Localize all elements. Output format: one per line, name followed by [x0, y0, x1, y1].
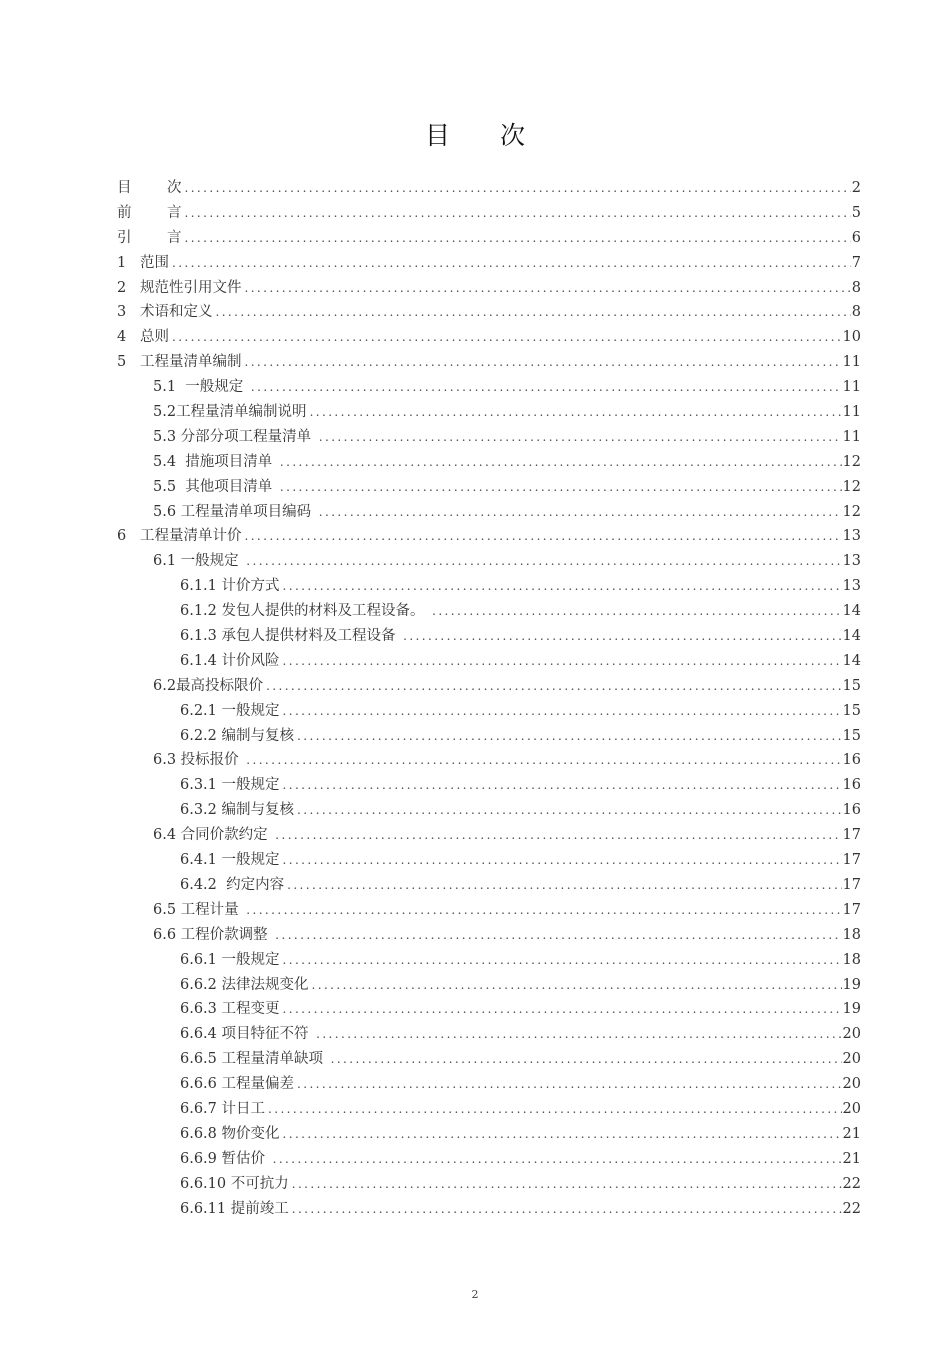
dot-leader [283, 948, 842, 973]
toc-entry-title: 规范性引用文件 [140, 279, 242, 296]
toc-entry-number: 6.1.2 [180, 603, 217, 620]
toc-entry[interactable] [117, 1172, 861, 1197]
toc-entry-title: 其他项目清单 [176, 478, 277, 495]
toc-entry-page: 13 [842, 578, 861, 595]
toc-entry-label [180, 1072, 296, 1097]
toc-entry-number: 6.1 [153, 553, 177, 570]
dot-leader [185, 176, 851, 201]
toc-entry[interactable] [117, 724, 861, 749]
toc-entry-number: 6.6.5 [180, 1051, 217, 1068]
toc-entry[interactable] [117, 251, 861, 276]
toc-entry-label [153, 748, 245, 773]
toc-entry-title: 计日工 [216, 1100, 266, 1117]
toc-entry-title: 计价风险 [216, 652, 280, 669]
toc-entry-page: 14 [842, 603, 861, 620]
toc-entry-page: 8 [851, 304, 861, 321]
toc-entry-title: 工程计量 [176, 901, 244, 918]
toc-entry-number: 6.6 [153, 926, 177, 943]
toc-entry-page: 15 [842, 677, 861, 694]
toc-entry-title: 约定内容 [216, 876, 285, 893]
toc-entry-title: 言 [167, 229, 182, 246]
dot-leader [245, 350, 842, 375]
toc-entry[interactable] [117, 524, 861, 549]
toc-entry-page: 11 [842, 428, 861, 445]
toc-entry-page: 22 [842, 1200, 861, 1217]
toc-entry-title: 编制与复核 [216, 802, 295, 819]
toc-entry-page: 13 [842, 553, 861, 570]
toc-entry-number: 6.6.8 [180, 1125, 217, 1142]
toc-entry[interactable] [117, 873, 861, 898]
toc-entry-page: 18 [842, 951, 861, 968]
toc-entry-label [180, 1197, 291, 1222]
dot-leader [172, 325, 842, 350]
dot-leader [297, 798, 842, 823]
toc-entry-label [180, 798, 296, 823]
toc-entry-number: 3 [117, 304, 127, 321]
toc-entry-title: 范围 [140, 254, 169, 271]
toc-entry-page: 18 [842, 926, 861, 943]
dot-leader [275, 923, 841, 948]
page-title [0, 116, 950, 152]
toc-entry[interactable] [117, 1022, 861, 1047]
toc-entry-page: 12 [842, 453, 861, 470]
toc-entry[interactable] [117, 823, 861, 848]
toc-entry[interactable] [117, 1197, 861, 1222]
toc-entry[interactable] [117, 948, 861, 973]
toc-entry-title: 工程变更 [216, 1001, 280, 1018]
toc-entry-number: 6.6.10 [180, 1175, 227, 1192]
dot-leader [310, 400, 842, 425]
toc-entry-title: 物价变化 [216, 1125, 280, 1142]
toc-entry-number: 6.6.6 [180, 1076, 217, 1093]
toc-entry-number: 5.5 [153, 478, 177, 495]
toc-entry-page: 15 [842, 702, 861, 719]
toc-entry-page: 7 [851, 254, 861, 271]
dot-leader [246, 549, 841, 574]
dot-leader [246, 898, 841, 923]
toc-entry-title: 一般规定 [216, 702, 280, 719]
toc-entry[interactable] [117, 400, 861, 425]
dot-leader [172, 251, 851, 276]
dot-leader [266, 674, 841, 699]
toc-entry-title: 工程价款调整 [176, 926, 273, 943]
toc-entry-label [180, 1047, 330, 1072]
toc-entry-title: 工程量偏差 [216, 1076, 295, 1093]
dot-leader [246, 748, 841, 773]
toc-entry-page: 10 [842, 329, 861, 346]
toc-entry-label [153, 898, 245, 923]
toc-entry[interactable] [117, 500, 861, 525]
toc-entry-label [180, 1097, 267, 1122]
toc-entry-label [117, 176, 184, 201]
toc-entry-number: 目 [117, 180, 132, 196]
toc-entry-label [117, 251, 171, 276]
toc-entry-label [153, 500, 318, 525]
toc-entry-page: 17 [842, 901, 861, 918]
dot-leader [245, 276, 851, 301]
toc-entry-number: 引 [117, 229, 132, 246]
toc-entry-page: 16 [842, 752, 861, 769]
toc-entry[interactable] [117, 176, 861, 201]
dot-leader [216, 300, 851, 325]
toc-entry-page: 19 [842, 1001, 861, 1018]
toc-entry-number: 5 [117, 354, 127, 371]
dot-leader [280, 475, 842, 500]
toc-entry-title: 承包人提供材料及工程设备 [216, 628, 401, 645]
toc-entry-page: 21 [842, 1125, 861, 1142]
dot-leader [275, 823, 841, 848]
toc-entry-number: 6.4.1 [180, 852, 217, 869]
toc-entry-number: 6.2 [153, 677, 177, 694]
toc-entry-title: 提前竣工 [226, 1200, 289, 1217]
toc-entry-label [180, 848, 282, 873]
toc-entry-title: 法律法规变化 [216, 976, 309, 993]
dot-leader [273, 1147, 842, 1172]
toc-entry-title: 工程量清单编制 [140, 354, 242, 371]
dot-leader [185, 201, 851, 226]
toc-entry-label [180, 649, 282, 674]
toc-entry[interactable] [117, 450, 861, 475]
toc-entry-page: 19 [842, 976, 861, 993]
toc-entry-number: 6.6.11 [180, 1200, 227, 1217]
toc-entry-title: 最高投标限价 [176, 677, 264, 694]
dot-leader [287, 873, 841, 898]
toc-entry-number: 6.6.9 [180, 1150, 217, 1167]
page-title-char-1: 目 [424, 121, 450, 150]
toc-entry-title: 措施项目清单 [176, 453, 277, 470]
dot-leader [283, 1122, 842, 1147]
toc-entry-page: 6 [851, 229, 861, 246]
toc-entry-number: 5.6 [153, 503, 177, 520]
dot-leader [283, 649, 842, 674]
toc-entry-page: 22 [842, 1175, 861, 1192]
toc-entry-page: 2 [851, 180, 861, 196]
toc-entry-label [117, 276, 244, 301]
toc-entry-number: 6.5 [153, 901, 177, 918]
dot-leader [283, 773, 842, 798]
toc-entry-number: 5.1 [153, 379, 177, 396]
toc-entry[interactable] [117, 226, 861, 251]
toc-entry-page: 20 [842, 1026, 861, 1043]
toc-entry[interactable] [117, 201, 861, 226]
dot-leader [280, 450, 842, 475]
toc-entry-title: 合同价款约定 [176, 827, 273, 844]
dot-leader [331, 1047, 842, 1072]
toc-entry-label [153, 674, 265, 699]
toc-entry-label [117, 201, 184, 226]
toc-entry-label [180, 1122, 282, 1147]
toc-entry-label [153, 375, 250, 400]
toc-entry-label [153, 450, 279, 475]
toc-entry[interactable] [117, 425, 861, 450]
toc-entry-label [117, 524, 244, 549]
toc-entry-label [180, 997, 282, 1022]
toc-entry-page: 20 [842, 1100, 861, 1117]
toc-entry[interactable] [117, 1097, 861, 1122]
toc-entry[interactable] [117, 1047, 861, 1072]
toc-entry-page: 8 [851, 279, 861, 296]
dot-leader [283, 997, 842, 1022]
toc-entry-title: 一般规定 [216, 852, 280, 869]
toc-entry[interactable] [117, 699, 861, 724]
toc-entry-page: 11 [842, 354, 861, 371]
dot-leader [297, 1072, 842, 1097]
toc-entry-number: 5.2 [153, 404, 177, 421]
toc-entry-label [153, 475, 279, 500]
toc-entry-page: 20 [842, 1076, 861, 1093]
toc-entry-number: 6.6.7 [180, 1100, 217, 1117]
toc-entry-number: 5.3 [153, 428, 177, 445]
toc-entry[interactable] [117, 997, 861, 1022]
toc-entry[interactable] [117, 475, 861, 500]
toc-entry-page: 12 [842, 478, 861, 495]
toc-entry-title: 工程量清单项目编码 [176, 503, 316, 520]
toc-entry-page: 14 [842, 628, 861, 645]
toc-entry-title: 次 [167, 180, 182, 196]
toc-entry-title: 一般规定 [176, 553, 244, 570]
toc-entry-title: 言 [167, 204, 182, 221]
dot-leader [403, 624, 841, 649]
toc-entry-number: 5.4 [153, 453, 177, 470]
toc-entry[interactable] [117, 848, 861, 873]
dot-leader [432, 599, 841, 624]
toc-entry-page: 20 [842, 1051, 861, 1068]
toc-entry[interactable] [117, 1122, 861, 1147]
toc-entry-page: 14 [842, 652, 861, 669]
toc-entry[interactable] [117, 375, 861, 400]
toc-entry-label [180, 1147, 272, 1172]
toc-entry-number: 6.1.3 [180, 628, 217, 645]
toc-entry[interactable] [117, 748, 861, 773]
dot-leader [312, 973, 842, 998]
toc-entry-label [153, 923, 274, 948]
toc-entry[interactable] [117, 773, 861, 798]
toc-entry-number: 6.3 [153, 752, 177, 769]
toc-entry-page: 12 [842, 503, 861, 520]
toc-entry-label [180, 773, 282, 798]
toc-entry-label [180, 873, 286, 898]
toc-entry-label [180, 1172, 291, 1197]
toc-entry-page: 16 [842, 802, 861, 819]
toc-entry-page: 17 [842, 876, 861, 893]
toc-entry-label [180, 699, 282, 724]
toc-entry-number: 6.4 [153, 827, 177, 844]
toc-entry-page: 11 [842, 404, 861, 421]
toc-entry-page: 11 [842, 379, 861, 396]
toc-entry-title: 一般规定 [216, 951, 280, 968]
toc-entry-label [180, 948, 282, 973]
toc-entry-title: 分部分项工程量清单 [176, 428, 316, 445]
toc-entry-page: 5 [851, 204, 861, 221]
dot-leader [297, 724, 842, 749]
toc-entry-number: 6.1.4 [180, 652, 217, 669]
toc-entry[interactable] [117, 624, 861, 649]
toc-entry-label [180, 624, 402, 649]
toc-entry-number: 6.3.2 [180, 802, 217, 819]
toc-entry-label [153, 400, 309, 425]
toc-entry-number: 6 [117, 528, 127, 545]
toc-entry-label [180, 599, 431, 624]
toc-entry-title: 发包人提供的材料及工程设备。 [216, 603, 430, 620]
toc-entry[interactable] [117, 276, 861, 301]
toc-entry-label [153, 425, 318, 450]
toc-entry[interactable] [117, 923, 861, 948]
toc-entry-page: 21 [842, 1150, 861, 1167]
toc-entry[interactable] [117, 649, 861, 674]
toc-entry-title: 工程量清单编制说明 [176, 404, 307, 421]
toc-entry-number: 2 [117, 279, 127, 296]
toc-entry[interactable] [117, 350, 861, 375]
page-number: 2 [471, 1288, 479, 1301]
toc-entry-title: 不可抗力 [226, 1175, 289, 1192]
dot-leader [283, 574, 842, 599]
dot-leader [283, 848, 842, 873]
toc-entry-title: 工程量清单计价 [140, 528, 242, 545]
toc-entry[interactable] [117, 973, 861, 998]
toc-entry-page: 17 [842, 827, 861, 844]
toc-entry-number: 4 [117, 329, 127, 346]
toc-entry-number: 6.4.2 [180, 876, 217, 893]
toc-entry-label [117, 300, 215, 325]
toc-entry-title: 术语和定义 [140, 304, 213, 321]
toc-entry[interactable] [117, 1072, 861, 1097]
toc-entry-label [180, 574, 282, 599]
toc-entry-number: 6.6.4 [180, 1026, 217, 1043]
toc-entry-page: 16 [842, 777, 861, 794]
toc-entry-label [180, 724, 296, 749]
toc-entry-title: 暂估价 [216, 1150, 270, 1167]
toc-entry-title: 总则 [140, 329, 169, 346]
toc-entry-label [180, 1022, 315, 1047]
toc-entry-title: 计价方式 [216, 578, 280, 595]
dot-leader [319, 500, 842, 525]
page-title-char-2: 次 [500, 121, 526, 150]
toc-entry-number: 6.1.1 [180, 578, 217, 595]
dot-leader [245, 524, 842, 549]
toc-entry-page: 17 [842, 852, 861, 869]
toc-entry-number: 6.6.3 [180, 1001, 217, 1018]
toc-entry-page: 15 [842, 727, 861, 744]
toc-entry-title: 投标报价 [176, 752, 244, 769]
toc-entry-label [180, 973, 311, 998]
toc-entry[interactable] [117, 798, 861, 823]
dot-leader [292, 1172, 842, 1197]
toc-entry-page: 13 [842, 528, 861, 545]
toc-entry-title: 编制与复核 [216, 727, 295, 744]
toc-entry-number: 6.2.1 [180, 702, 217, 719]
toc-entry-label [117, 350, 244, 375]
dot-leader [316, 1022, 841, 1047]
dot-leader [292, 1197, 842, 1222]
toc-entry-number: 6.3.1 [180, 777, 217, 794]
toc-entry[interactable] [117, 549, 861, 574]
toc-entry-number: 6.6.1 [180, 951, 217, 968]
toc-entry-title: 一般规定 [216, 777, 280, 794]
toc-entry[interactable] [117, 300, 861, 325]
toc-entry-title: 一般规定 [176, 379, 248, 396]
toc-entry[interactable] [117, 1147, 861, 1172]
toc-entry-label [117, 226, 184, 251]
toc-entry[interactable] [117, 325, 861, 350]
toc-entry-title: 工程量清单缺项 [216, 1051, 328, 1068]
dot-leader [319, 425, 842, 450]
dot-leader [268, 1097, 842, 1122]
dot-leader [283, 699, 842, 724]
dot-leader [251, 375, 842, 400]
toc-entry[interactable] [117, 674, 861, 699]
table-of-contents [117, 176, 861, 1221]
toc-entry-label [153, 823, 274, 848]
toc-entry-title: 项目特征不符 [216, 1026, 314, 1043]
toc-entry-number: 6.2.2 [180, 727, 217, 744]
toc-entry[interactable] [117, 898, 861, 923]
toc-entry-label [153, 549, 245, 574]
toc-entry[interactable] [117, 574, 861, 599]
toc-entry-number: 前 [117, 204, 132, 221]
dot-leader [185, 226, 851, 251]
toc-entry-number: 1 [117, 254, 127, 271]
toc-entry[interactable] [117, 599, 861, 624]
toc-entry-label [117, 325, 171, 350]
toc-entry-number: 6.6.2 [180, 976, 217, 993]
